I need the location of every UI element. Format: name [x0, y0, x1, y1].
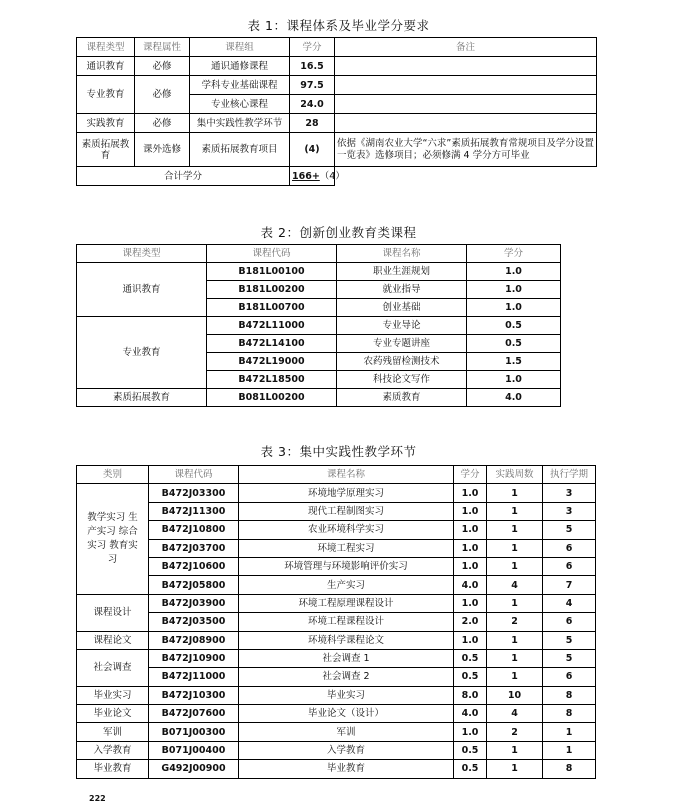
course-name-cell: 社会调查 1	[239, 649, 454, 667]
table-header-row	[77, 245, 561, 263]
table-row	[77, 631, 596, 649]
header-cell: 类别	[77, 466, 149, 484]
course-type-cell: 通识教育	[77, 57, 135, 76]
term-cell: 7	[543, 576, 596, 594]
course-group-cell: 素质拓展教育项目	[190, 133, 290, 167]
term-cell: 5	[543, 521, 596, 539]
course-name-cell: 环境工程实习	[239, 539, 454, 557]
course-type-cell: 专业教育	[77, 76, 135, 114]
course-type-cell: 通识教育	[77, 263, 207, 317]
category-cell: 社会调查	[77, 649, 149, 686]
course-code-cell: B472J10300	[149, 686, 239, 704]
weeks-cell: 10	[487, 686, 543, 704]
credit-cell: 1.0	[454, 594, 487, 612]
total-credit-value: 166+	[292, 170, 320, 182]
innovation-course-table	[76, 244, 561, 407]
table1-caption: 表 1：课程体系及毕业学分要求	[247, 18, 430, 33]
course-code-cell: B472L18500	[207, 371, 337, 389]
table-row	[77, 613, 596, 631]
credit-cell: 0.5	[467, 317, 561, 335]
course-group-cell: 通识通修课程	[190, 57, 290, 76]
header-cell: 课程代码	[207, 245, 337, 263]
course-name-cell: 生产实习	[239, 576, 454, 594]
table-row	[77, 557, 596, 575]
course-code-cell: B472J10800	[149, 521, 239, 539]
course-group-cell: 集中实践性教学环节	[190, 114, 290, 133]
weeks-cell: 2	[487, 723, 543, 741]
course-name-cell: 环境工程课程设计	[239, 613, 454, 631]
term-cell: 1	[543, 723, 596, 741]
table-row	[77, 686, 596, 704]
weeks-cell: 1	[487, 631, 543, 649]
course-code-cell: B181L00200	[207, 281, 337, 299]
course-attr-cell: 必修	[135, 57, 190, 76]
table2-caption: 表 2：创新创业教育类课程	[260, 225, 417, 240]
header-cell: 课程代码	[149, 466, 239, 484]
header-cell: 执行学期	[543, 466, 596, 484]
total-row	[77, 167, 597, 186]
weeks-cell: 1	[487, 521, 543, 539]
course-name-cell: 农业环境科学实习	[239, 521, 454, 539]
table-header-row	[77, 466, 596, 484]
table-row	[77, 705, 596, 723]
credit-cell: 0.5	[454, 668, 487, 686]
credit-cell: 0.5	[454, 649, 487, 667]
category-cell: 课程论文	[77, 631, 149, 649]
term-cell: 8	[543, 686, 596, 704]
category-cell: 课程设计	[77, 594, 149, 631]
credit-cell: 1.0	[467, 263, 561, 281]
category-cell: 毕业论文	[77, 705, 149, 723]
credit-cell: 1.0	[467, 371, 561, 389]
course-code-cell: B472L19000	[207, 353, 337, 371]
note-cell	[335, 114, 597, 133]
header-cell: 学分	[467, 245, 561, 263]
note-cell	[335, 57, 597, 76]
credit-cell: 8.0	[454, 686, 487, 704]
weeks-cell: 4	[487, 576, 543, 594]
course-name-cell: 毕业实习	[239, 686, 454, 704]
table-row	[77, 133, 597, 167]
category-cell: 毕业实习	[77, 686, 149, 704]
credit-cell: (4)	[290, 133, 335, 167]
credit-cell: 4.0	[454, 705, 487, 723]
weeks-cell: 1	[487, 649, 543, 667]
course-name-cell: 创业基础	[337, 299, 467, 317]
course-name-cell: 毕业论文（设计）	[239, 705, 454, 723]
term-cell: 1	[543, 741, 596, 759]
header-cell: 课程名称	[239, 466, 454, 484]
course-name-cell: 环境管理与环境影响评价实习	[239, 557, 454, 575]
credit-cell: 1.0	[454, 723, 487, 741]
weeks-cell: 2	[487, 613, 543, 631]
note-cell	[335, 76, 597, 95]
header-cell: 课程名称	[337, 245, 467, 263]
course-name-cell: 现代工程制图实习	[239, 502, 454, 520]
credit-cell: 1.0	[467, 281, 561, 299]
credit-cell: 0.5	[467, 335, 561, 353]
course-group-cell: 学科专业基础课程	[190, 76, 290, 95]
course-code-cell: B472J05800	[149, 576, 239, 594]
table-row	[77, 576, 596, 594]
credit-cell: 1.5	[467, 353, 561, 371]
term-cell: 3	[543, 484, 596, 502]
credit-cell: 24.0	[290, 95, 335, 114]
term-cell: 6	[543, 539, 596, 557]
header-cell: 课程组	[190, 38, 290, 57]
weeks-cell: 4	[487, 705, 543, 723]
course-code-cell: B181L00100	[207, 263, 337, 281]
weeks-cell: 1	[487, 594, 543, 612]
note-cell	[335, 95, 597, 114]
course-name-cell: 环境工程原理课程设计	[239, 594, 454, 612]
course-code-cell: B472J11300	[149, 502, 239, 520]
term-cell: 6	[543, 613, 596, 631]
course-code-cell: B472J11000	[149, 668, 239, 686]
course-code-cell: B472L14100	[207, 335, 337, 353]
course-attr-cell: 必修	[135, 76, 190, 114]
credit-cell: 1.0	[454, 631, 487, 649]
table-row	[77, 389, 561, 407]
credit-cell: 1.0	[454, 521, 487, 539]
course-code-cell: B472J10600	[149, 557, 239, 575]
course-attr-cell: 必修	[135, 114, 190, 133]
weeks-cell: 1	[487, 557, 543, 575]
note-cell: 依据《湖南农业大学“六求”素质拓展教育常规项目及学分设置一览表》选修项目；必须修满 4 学分方可毕业	[335, 133, 597, 167]
course-name-cell: 社会调查 2	[239, 668, 454, 686]
term-cell: 3	[543, 502, 596, 520]
table3-caption: 表 3：集中实践性教学环节	[260, 444, 417, 459]
course-code-cell: B472L11000	[207, 317, 337, 335]
category-cell: 军训	[77, 723, 149, 741]
course-name-cell: 环境科学课程论文	[239, 631, 454, 649]
term-cell: 8	[543, 760, 596, 778]
table-row	[77, 649, 596, 667]
credit-cell: 2.0	[454, 613, 487, 631]
category-cell: 入学教育	[77, 741, 149, 759]
course-code-cell: B472J03900	[149, 594, 239, 612]
header-cell: 课程属性	[135, 38, 190, 57]
header-cell: 备注	[335, 38, 597, 57]
course-attr-cell: 课外选修	[135, 133, 190, 167]
credit-cell: 16.5	[290, 57, 335, 76]
table-row	[77, 114, 597, 133]
term-cell: 6	[543, 557, 596, 575]
course-group-cell: 专业核心课程	[190, 95, 290, 114]
course-code-cell: B071J00300	[149, 723, 239, 741]
table-row	[77, 57, 597, 76]
table-row	[77, 741, 596, 759]
weeks-cell: 1	[487, 668, 543, 686]
credit-cell: 1.0	[467, 299, 561, 317]
course-name-cell: 毕业教育	[239, 760, 454, 778]
table-row	[77, 760, 596, 778]
credit-cell: 28	[290, 114, 335, 133]
course-name-cell: 入学教育	[239, 741, 454, 759]
course-code-cell: B071J00400	[149, 741, 239, 759]
curriculum-credit-table	[76, 37, 597, 186]
table-row	[77, 521, 596, 539]
header-cell: 实践周数	[487, 466, 543, 484]
table-row	[77, 502, 596, 520]
table-row	[77, 263, 561, 281]
course-code-cell: G492J00900	[149, 760, 239, 778]
course-code-cell: B081L00200	[207, 389, 337, 407]
course-name-cell: 专业专题讲座	[337, 335, 467, 353]
course-code-cell: B181L00700	[207, 299, 337, 317]
header-cell: 学分	[454, 466, 487, 484]
term-cell: 5	[543, 631, 596, 649]
course-name-cell: 农药残留检测技术	[337, 353, 467, 371]
table-row	[77, 484, 596, 502]
credit-cell: 0.5	[454, 741, 487, 759]
term-cell: 6	[543, 668, 596, 686]
category-cell: 毕业教育	[77, 760, 149, 778]
credit-cell: 4.0	[467, 389, 561, 407]
weeks-cell: 1	[487, 484, 543, 502]
weeks-cell: 1	[487, 539, 543, 557]
weeks-cell: 1	[487, 760, 543, 778]
term-cell: 5	[543, 649, 596, 667]
course-code-cell: B472J03300	[149, 484, 239, 502]
course-name-cell: 科技论文写作	[337, 371, 467, 389]
header-cell: 课程类型	[77, 38, 135, 57]
practice-course-table	[76, 465, 596, 779]
course-name-cell: 专业导论	[337, 317, 467, 335]
total-label: 合计学分	[77, 167, 290, 186]
course-name-cell: 就业指导	[337, 281, 467, 299]
credit-cell: 1.0	[454, 557, 487, 575]
table-row	[77, 723, 596, 741]
credit-cell: 0.5	[454, 760, 487, 778]
course-code-cell: B472J03700	[149, 539, 239, 557]
course-type-cell: 专业教育	[77, 317, 207, 389]
credit-cell: 4.0	[454, 576, 487, 594]
course-name-cell: 环境地学原理实习	[239, 484, 454, 502]
credit-cell: 1.0	[454, 502, 487, 520]
course-code-cell: B472J10900	[149, 649, 239, 667]
weeks-cell: 1	[487, 741, 543, 759]
credit-cell: 97.5	[290, 76, 335, 95]
header-cell: 学分	[290, 38, 335, 57]
course-code-cell: B472J03500	[149, 613, 239, 631]
course-type-cell: 实践教育	[77, 114, 135, 133]
course-name-cell: 素质教育	[337, 389, 467, 407]
course-type-cell: 素质拓展教育	[77, 133, 135, 167]
course-type-cell: 素质拓展教育	[77, 389, 207, 407]
table-header-row	[77, 38, 597, 57]
credit-cell: 1.0	[454, 539, 487, 557]
category-cell: 教学实习 生产实习 综合实习 教育实习	[77, 484, 149, 594]
course-name-cell: 职业生涯规划	[337, 263, 467, 281]
table-row	[77, 539, 596, 557]
page-number: 222	[89, 794, 106, 803]
empty-cell	[335, 167, 597, 186]
term-cell: 4	[543, 594, 596, 612]
table-row	[77, 668, 596, 686]
header-cell: 课程类型	[77, 245, 207, 263]
table-row	[77, 317, 561, 335]
table-row	[77, 594, 596, 612]
total-credit-extra: （4）	[319, 170, 345, 182]
course-code-cell: B472J07600	[149, 705, 239, 723]
term-cell: 8	[543, 705, 596, 723]
table-row	[77, 76, 597, 95]
credit-cell: 1.0	[454, 484, 487, 502]
weeks-cell: 1	[487, 502, 543, 520]
total-credit-cell	[290, 167, 345, 186]
course-name-cell: 军训	[239, 723, 454, 741]
course-code-cell: B472J08900	[149, 631, 239, 649]
